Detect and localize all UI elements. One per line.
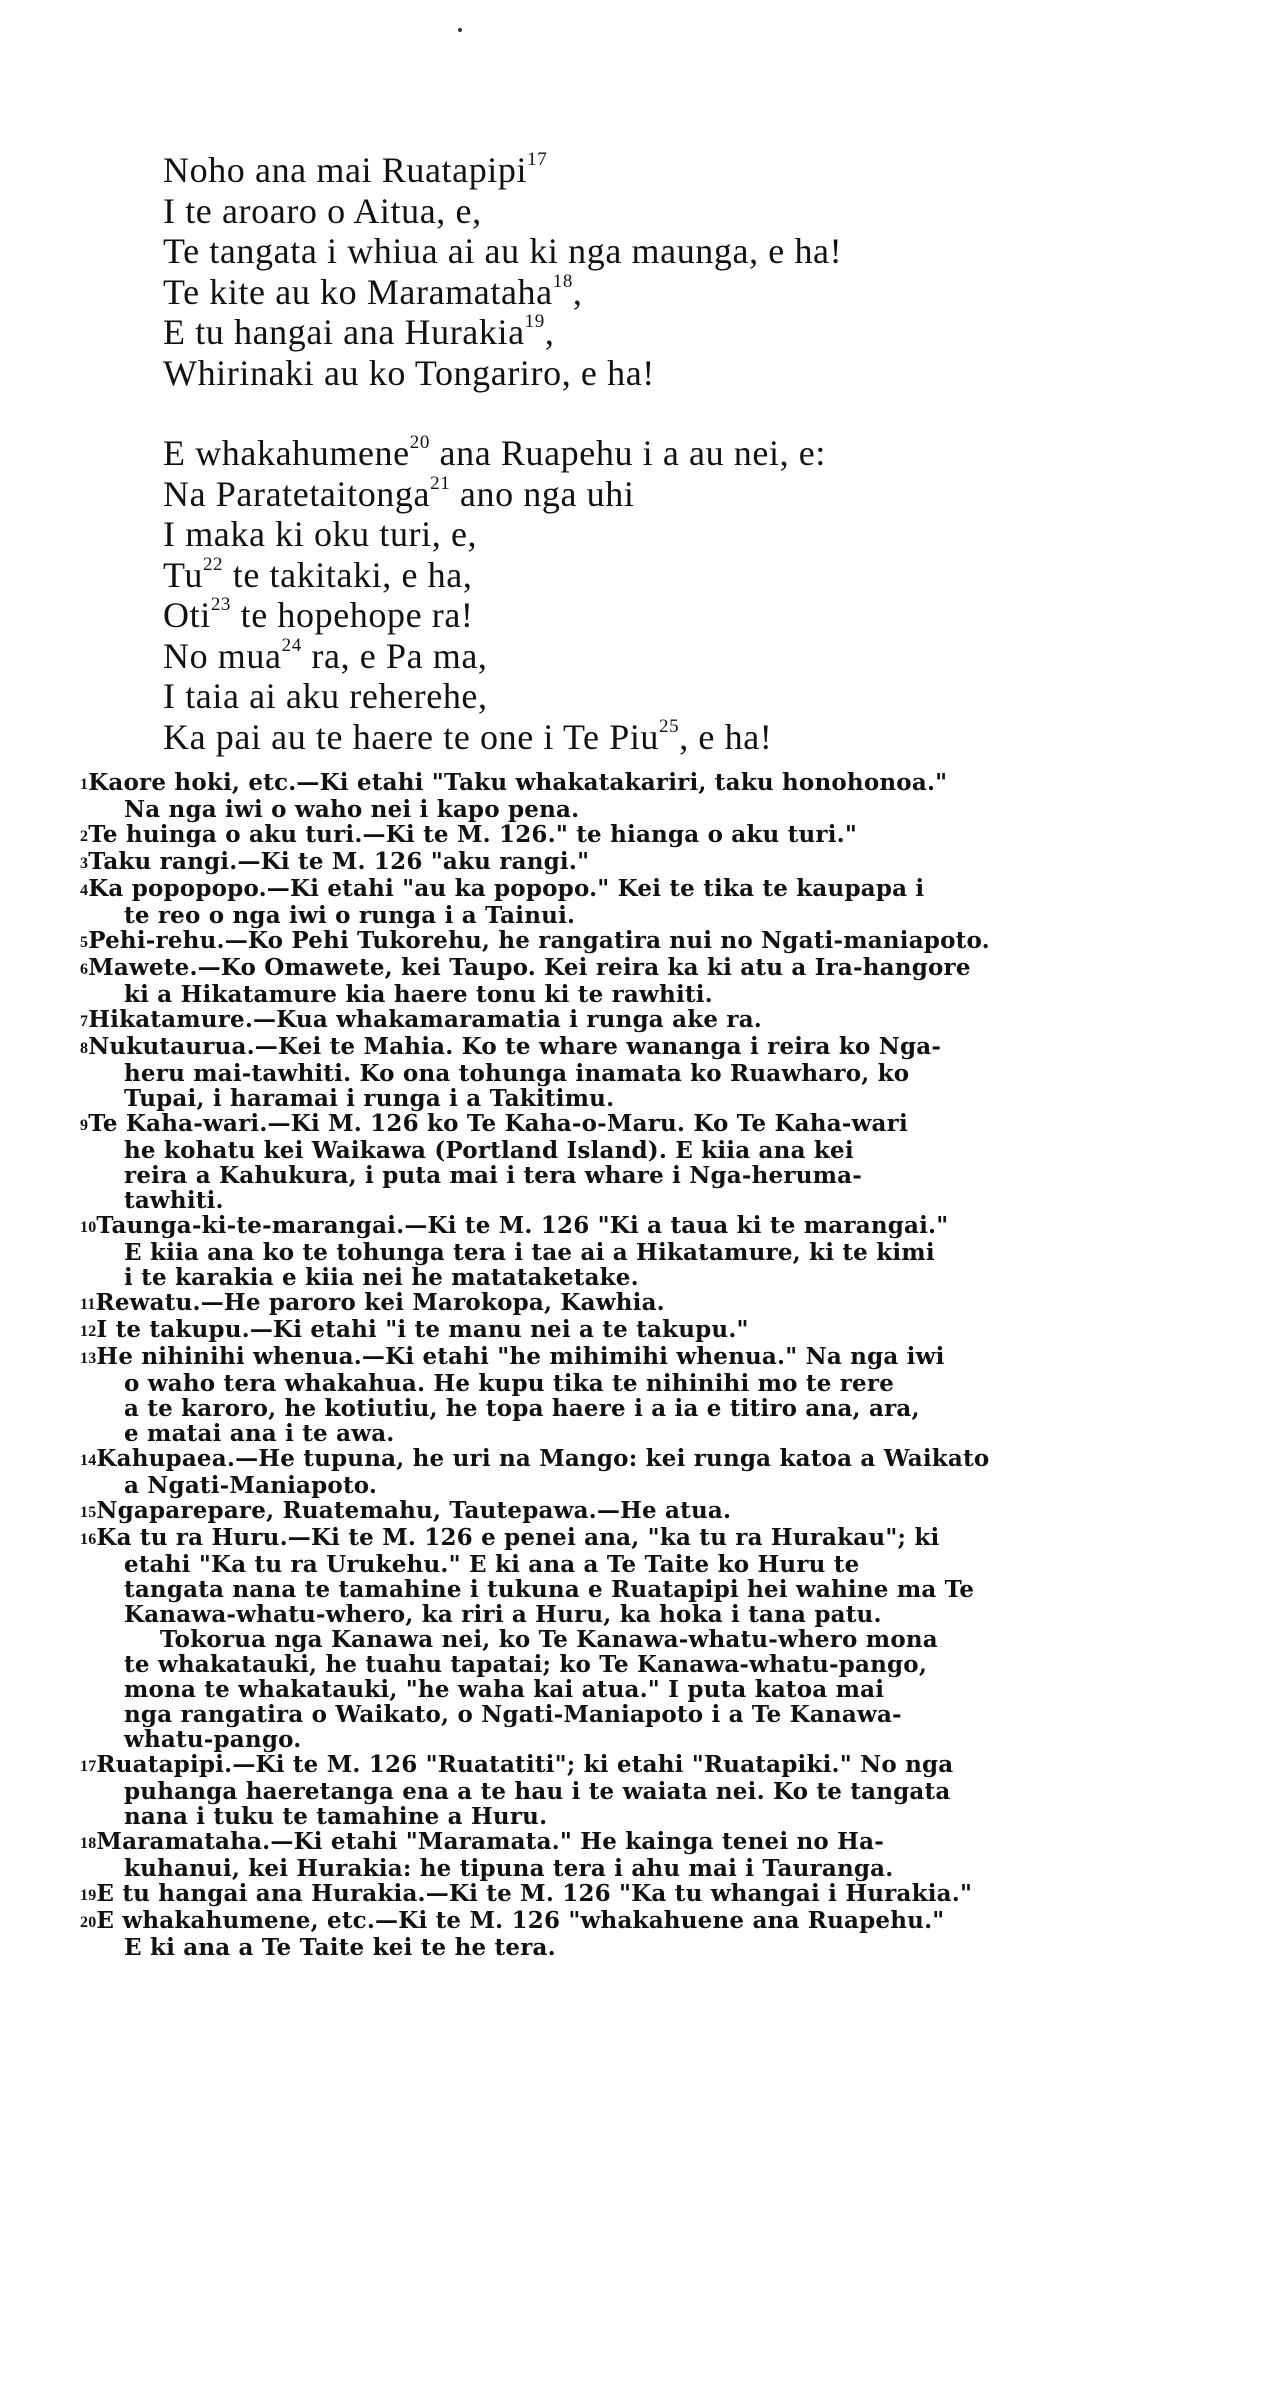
poem-line-text: Whirinaki au ko Tongariro, e ha! — [163, 352, 655, 393]
footnote-text: whatu-pango. — [124, 1726, 302, 1753]
footnote-number: 9 — [80, 1117, 89, 1134]
footnote-ref: 22 — [202, 553, 224, 575]
footnote-number: 20 — [80, 1914, 97, 1931]
footnote-text: mona te whakatauki, "he waha kai atua." I puta katoa mai — [124, 1676, 885, 1703]
footnote-number: 13 — [80, 1350, 97, 1367]
footnote-line — [80, 928, 1220, 955]
footnote-text: Tokorua nga Kanawa nei, ko Te Kanawa-whatu-whero mona — [160, 1626, 938, 1653]
footnote-line — [80, 1240, 1220, 1265]
footnote-text: Kaore hoki, etc.—Ki etahi "Taku whakatakariri, taku honohonoa." — [88, 769, 948, 796]
footnote-line — [80, 822, 1220, 849]
footnote — [80, 928, 1220, 955]
footnote-text: reira a Kahukura, i puta mai i tera whare i Nga-heruma- — [124, 1162, 863, 1189]
footnote — [80, 1317, 1220, 1344]
footnote-line — [80, 1779, 1220, 1804]
poem-line-text: Noho ana mai Ruatapipi — [163, 150, 528, 190]
footnote-text: I te takupu.—Ki etahi "i te manu nei a te takupu." — [96, 1316, 749, 1343]
footnote-text: nga rangatira o Waikato, o Ngati-Maniapoto i a Te Kanawa- — [124, 1701, 902, 1728]
footnote-number: 1 — [80, 776, 89, 793]
footnote-number: 18 — [80, 1835, 97, 1852]
footnote-text: Maramataha.—Ki etahi "Maramata." He kainga tenei no Ha- — [96, 1828, 884, 1855]
poem-stanza — [163, 150, 1063, 393]
footnote-line — [80, 1317, 1220, 1344]
footnote-text: nana i tuku te tamahine a Huru. — [124, 1803, 548, 1830]
poem-line-text: I taia ai aku reherehe, — [163, 676, 488, 716]
footnote — [80, 1213, 1220, 1290]
footnote-line — [80, 1677, 1220, 1702]
footnote-number: 17 — [80, 1758, 97, 1775]
poem-line — [163, 595, 1063, 636]
footnote-text: heru mai-tawhiti. Ko ona tohunga inamata ko Ruawharo, ko — [124, 1060, 910, 1087]
footnote — [80, 1446, 1220, 1498]
footnote — [80, 822, 1220, 849]
footnote-text: E tu hangai ana Hurakia.—Ki te M. 126 "Ka tu whangai i Hurakia." — [96, 1880, 973, 1907]
footnote-number: 7 — [80, 1013, 89, 1030]
footnote — [80, 1034, 1220, 1111]
footnote — [80, 1881, 1220, 1908]
footnote-text: Mawete.—Ko Omawete, kei Taupo. Kei reira ka ki atu a Ira-hangore — [88, 954, 971, 981]
poem-line — [163, 433, 1063, 474]
footnote-line — [80, 1525, 1220, 1552]
footnote-line — [80, 1829, 1220, 1856]
footnote-ref: 21 — [430, 472, 451, 494]
footnote — [80, 1111, 1220, 1213]
footnote-number: 14 — [80, 1452, 97, 1469]
footnote-ref: 17 — [527, 149, 548, 170]
poem-line — [163, 636, 1063, 677]
poem-line — [163, 514, 1063, 555]
footnote-line — [80, 982, 1220, 1007]
footnote-number: 10 — [80, 1219, 97, 1236]
footnote-text: te whakatauki, he tuahu tapatai; ko Te Kanawa-whatu-pango, — [124, 1651, 928, 1678]
poem-line — [163, 150, 1063, 191]
footnote-number: 19 — [80, 1887, 97, 1904]
footnote-text: He nihinihi whenua.—Ki etahi "he mihimihi whenua." Na nga iwi — [96, 1343, 945, 1370]
footnote-line — [80, 1421, 1220, 1446]
footnote-text: Ka popopopo.—Ki etahi "au ka popopo." Kei te tika te kaupapa i — [88, 875, 925, 902]
footnote-line — [80, 1163, 1220, 1188]
footnote-line — [80, 1702, 1220, 1727]
footnote-text: tangata nana te tamahine i tukuna e Ruatapipi hei wahine ma Te — [124, 1576, 975, 1603]
footnote-text: a Ngati-Maniapoto. — [124, 1472, 378, 1499]
poem-line-text: Ka pai au te haere te one i Te Piu — [163, 716, 660, 757]
footnote-line — [80, 1138, 1220, 1163]
footnote-number: 12 — [80, 1323, 97, 1340]
footnote-line — [80, 1371, 1220, 1396]
footnote-text: Hikatamure.—Kua whakamaramatia i runga ake ra. — [88, 1006, 763, 1033]
footnote-text: E kiia ana ko te tohunga tera i tae ai a Hikatamure, ki te kimi — [124, 1239, 935, 1266]
poem-line-text: Na Paratetaitonga — [163, 473, 431, 514]
footnote-text: i te karakia e kiia nei he matataketake. — [124, 1264, 639, 1291]
footnote-line — [80, 1188, 1220, 1213]
footnote — [80, 1829, 1220, 1881]
footnote-text: Nukutaurua.—Kei te Mahia. Ko te whare wananga i reira ko Nga- — [88, 1033, 942, 1060]
poem-line — [163, 717, 1063, 758]
footnote-text: Ka tu ra Huru.—Ki te M. 126 e penei ana, "ka tu ra Hurakau"; ki — [96, 1524, 940, 1551]
footnote-line — [80, 1627, 1220, 1652]
poem-line — [163, 272, 1063, 313]
poem-line-text: , — [544, 312, 555, 352]
footnote-text: Kanawa-whatu-whero, ka riri a Huru, ka hoka i tana patu. — [124, 1601, 882, 1628]
poem-line — [163, 191, 1063, 232]
footnote-line — [80, 1552, 1220, 1577]
footnote-line — [80, 1034, 1220, 1061]
poem-line — [163, 555, 1063, 596]
poem-line-text: Oti — [163, 595, 211, 635]
footnote — [80, 1007, 1220, 1034]
footnote-line — [80, 849, 1220, 876]
footnote — [80, 770, 1220, 822]
footnote-line — [80, 1111, 1220, 1138]
footnote-ref: 24 — [281, 634, 302, 656]
footnote-line — [80, 903, 1220, 928]
footnote — [80, 1498, 1220, 1525]
footnote-line — [80, 1856, 1220, 1881]
poem-line-text: ano nga uhi — [450, 473, 635, 514]
footnote — [80, 1752, 1220, 1829]
page-mark — [458, 28, 462, 32]
footnote — [80, 1525, 1220, 1752]
footnote-text: etahi "Ka tu ra Urukehu." E ki ana a Te Taite ko Huru te — [124, 1551, 860, 1578]
footnote-text: kuhanui, kei Hurakia: he tipuna tera i ahu mai i Tauranga. — [124, 1855, 894, 1882]
footnote-line — [80, 1086, 1220, 1111]
poem-line — [163, 353, 1063, 394]
footnote-line — [80, 1652, 1220, 1677]
footnote-ref: 25 — [659, 715, 680, 737]
footnote-number: 6 — [80, 961, 89, 978]
poem-line — [163, 676, 1063, 717]
poem-line-text: Te kite au ko Maramataha — [163, 271, 553, 312]
footnote-line — [80, 1804, 1220, 1829]
poem-line-text: te hopehope ra! — [231, 595, 474, 635]
footnote-line — [80, 1752, 1220, 1779]
footnote-line — [80, 1602, 1220, 1627]
footnote-number: 4 — [80, 882, 89, 899]
poem-line-text: Tu — [163, 554, 203, 595]
footnote-line — [80, 876, 1220, 903]
poem-text — [163, 150, 1063, 757]
footnote-line — [80, 1881, 1220, 1908]
footnote-ref: 18 — [552, 270, 573, 292]
poem-line-text: No mua — [163, 635, 282, 676]
footnote-text: Ngaparepare, Ruatemahu, Tautepawa.—He atua. — [96, 1497, 732, 1524]
poem-line — [163, 231, 1063, 272]
footnote-line — [80, 1908, 1220, 1935]
footnote-text: he kohatu kei Waikawa (Portland Island). E kiia ana kei — [124, 1137, 854, 1164]
footnote-text: te reo o nga iwi o runga i a Tainui. — [124, 902, 576, 929]
poem-line-text: I maka ki oku turi, e, — [163, 514, 478, 554]
footnote-text: Ruatapipi.—Ki te M. 126 "Ruatatiti"; ki etahi "Ruatapiki." No nga — [96, 1751, 954, 1778]
footnote-text: E ki ana a Te Taite kei te he tera. — [124, 1934, 556, 1961]
footnote-text: a te karoro, he kotiutiu, he topa haere i a ia e titiro ana, ara, — [124, 1395, 920, 1422]
footnote-number: 16 — [80, 1531, 97, 1548]
footnote-line — [80, 1473, 1220, 1498]
footnote-text: Te Kaha-wari.—Ki M. 126 ko Te Kaha-o-Maru. Ko Te Kaha-wari — [88, 1110, 908, 1137]
poem-line — [163, 312, 1063, 353]
footnote — [80, 955, 1220, 1007]
footnote-number: 2 — [80, 828, 89, 845]
footnote-text: o waho tera whakahua. He kupu tika te nihinihi mo te rere — [124, 1370, 895, 1397]
poem-line-text: ana Ruapehu i a au nei, e: — [429, 433, 826, 473]
footnote-number: 15 — [80, 1504, 97, 1521]
footnote-line — [80, 1727, 1220, 1752]
footnote-ref: 23 — [210, 594, 232, 615]
footnote-line — [80, 1396, 1220, 1421]
footnote-text: e matai ana i te awa. — [124, 1420, 395, 1447]
footnote — [80, 1908, 1220, 1960]
footnote-line — [80, 1577, 1220, 1602]
footnote-line — [80, 1290, 1220, 1317]
footnote-text: Kahupaea.—He tupuna, he uri na Mango: kei runga katoa a Waikato — [96, 1445, 990, 1472]
footnote-text: ki a Hikatamure kia haere tonu ki te rawhiti. — [124, 981, 713, 1008]
footnote-number: 5 — [80, 934, 89, 951]
footnote-text: Na nga iwi o waho nei i kapo pena. — [124, 796, 580, 823]
footnote-text: Te huinga o aku turi.—Ki te M. 126." te hianga o aku turi." — [88, 821, 858, 848]
footnote-line — [80, 1498, 1220, 1525]
poem-line-text: Te tangata i whiua ai au ki nga maunga, e ha! — [163, 231, 843, 271]
footnote-text: E whakahumene, etc.—Ki te M. 126 "whakahuene ana Ruapehu." — [96, 1907, 945, 1934]
footnote-line — [80, 797, 1220, 822]
footnote-text: Taunga-ki-te-marangai.—Ki te M. 126 "Ki a taua ki te marangai." — [96, 1212, 949, 1239]
footnote-text: Tupai, i haramai i runga i a Takitimu. — [124, 1085, 615, 1112]
footnote — [80, 876, 1220, 928]
poem-line — [163, 474, 1063, 515]
footnote-number: 8 — [80, 1040, 89, 1057]
footnote-line — [80, 1446, 1220, 1473]
footnote — [80, 1290, 1220, 1317]
poem-line-text: I te aroaro o Aitua, e, — [163, 190, 482, 231]
footnote-number: 3 — [80, 855, 89, 872]
poem-line-text: , e ha! — [679, 716, 773, 757]
footnote-line — [80, 1265, 1220, 1290]
footnote — [80, 849, 1220, 876]
footnote-line — [80, 770, 1220, 797]
footnote-line — [80, 1213, 1220, 1240]
footnote-line — [80, 1007, 1220, 1034]
poem-line-text: ra, e Pa ma, — [301, 635, 488, 676]
footnote-line — [80, 1935, 1220, 1960]
footnote-text: Pehi-rehu.—Ko Pehi Tukorehu, he rangatira nui no Ngati-maniapoto. — [88, 927, 990, 954]
poem-line-text: E whakahumene — [163, 433, 410, 473]
poem-stanza — [163, 433, 1063, 757]
poem-line-text: te takitaki, e ha, — [223, 554, 473, 595]
footnote-text: Rewatu.—He paroro kei Marokopa, Kawhia. — [95, 1289, 665, 1316]
footnote-line — [80, 1344, 1220, 1371]
footnote-text: puhanga haeretanga ena a te hau i te waiata nei. Ko te tangata — [124, 1778, 951, 1805]
footnote-ref: 19 — [524, 311, 545, 332]
footnotes — [80, 770, 1220, 1960]
poem-line-text: , — [572, 271, 583, 312]
footnote-ref: 20 — [409, 432, 430, 453]
footnote-line — [80, 1061, 1220, 1086]
footnote-number: 11 — [80, 1296, 96, 1313]
footnote-line — [80, 955, 1220, 982]
footnote-text: Taku rangi.—Ki te M. 126 "aku rangi." — [88, 848, 590, 875]
poem-line-text: E tu hangai ana Hurakia — [163, 312, 525, 352]
footnote — [80, 1344, 1220, 1446]
footnote-text: tawhiti. — [124, 1187, 224, 1214]
